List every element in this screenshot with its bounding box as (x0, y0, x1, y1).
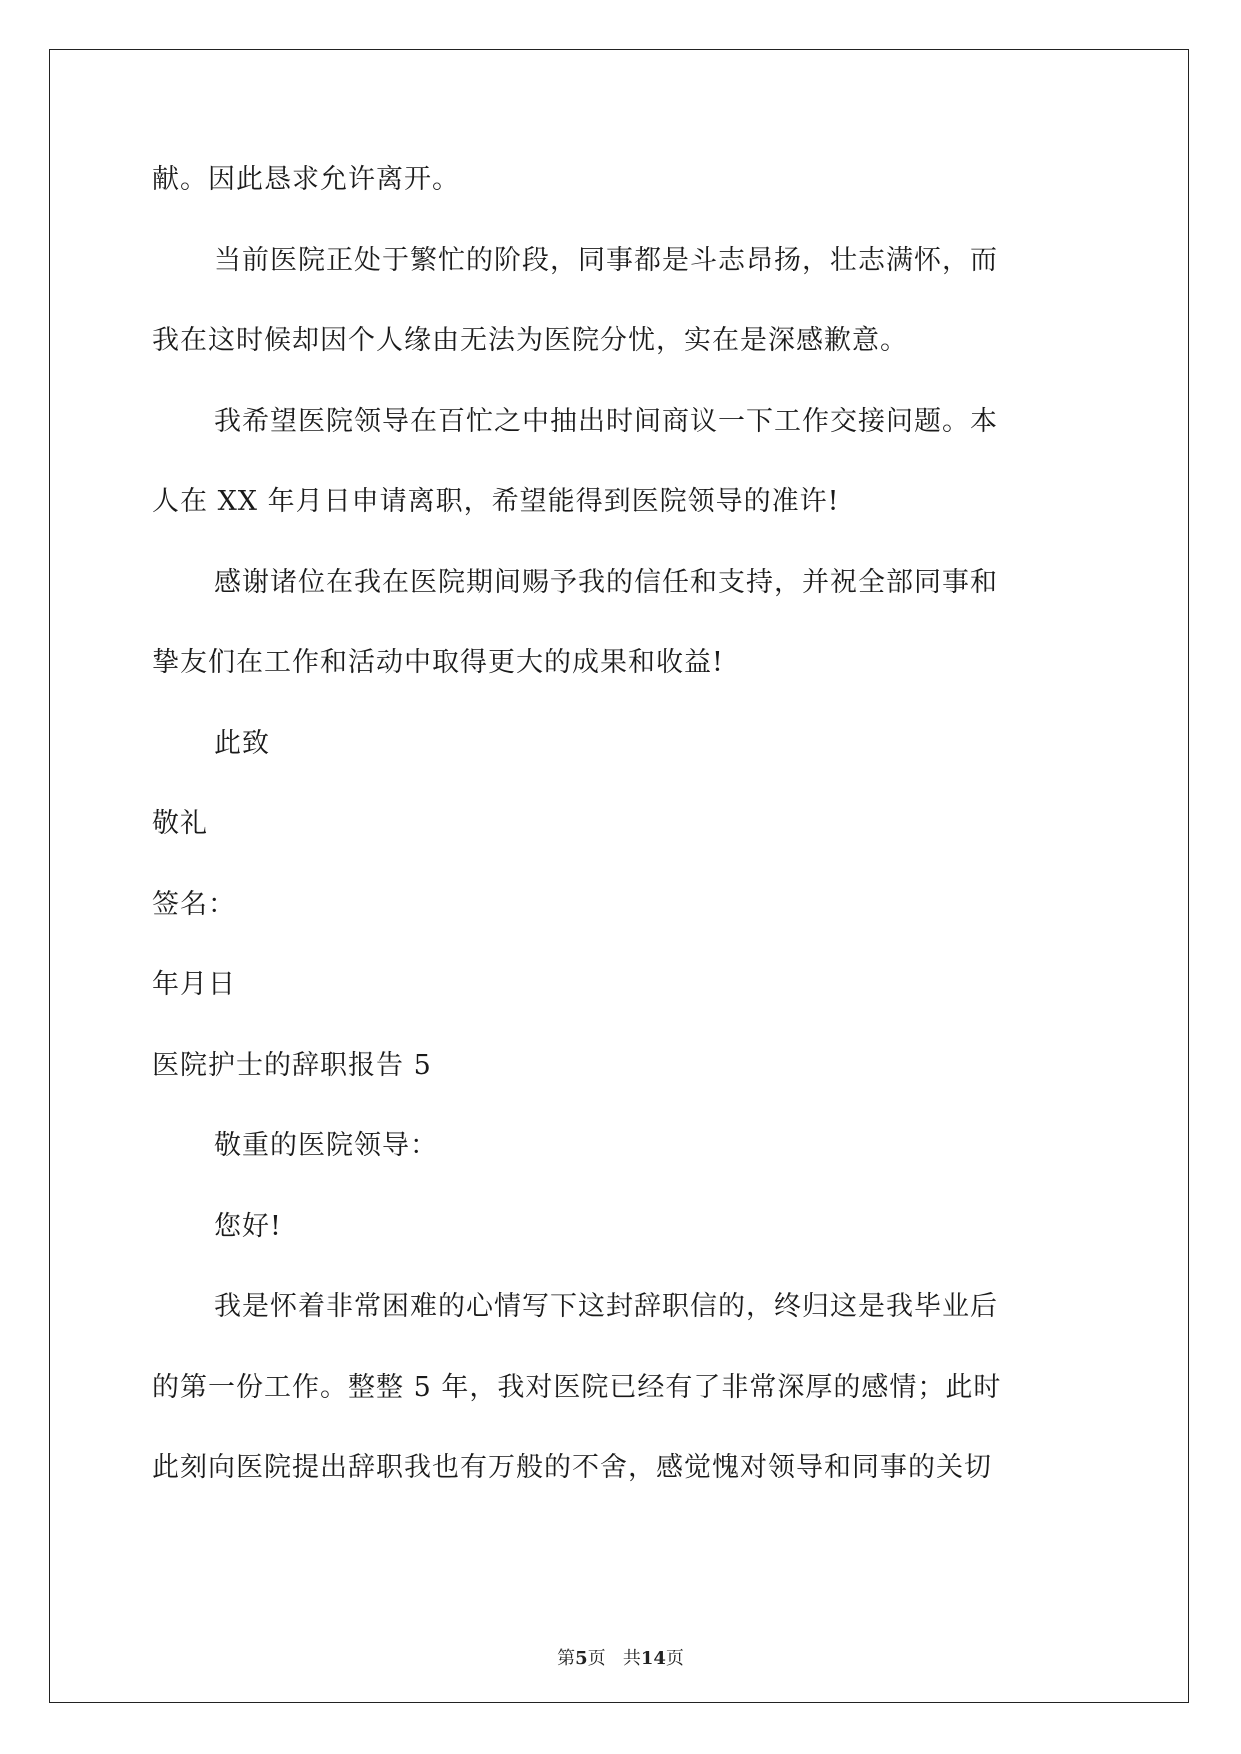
section-title: 医院护士的辞职报告 5 (152, 1049, 432, 1081)
greeting-hello: 您好! (214, 1210, 282, 1242)
text-line-7: 挚友们在工作和活动中取得更大的成果和收益! (152, 647, 724, 678)
greeting-addressee: 敬重的医院领导： (214, 1130, 438, 1161)
signature-label: 签名： (152, 888, 236, 920)
text-line-3: 我在这时候却因个人缘由无法为医院分忧，实在是深感歉意。 (152, 325, 908, 356)
total-prefix: 共 (622, 1648, 641, 1669)
page-footer (0, 1644, 1241, 1670)
text-line-17: 此刻向医院提出辞职我也有万般的不舍，感觉愧对领导和同事的关切 (152, 1452, 992, 1483)
text-line-15: 我是怀着非常困难的心情写下这封辞职信的，终归这是我毕业后 (214, 1291, 998, 1322)
closing-regards: 敬礼 (152, 808, 208, 839)
page-prefix: 第 (557, 1648, 576, 1669)
text-line-16: 的第一份工作。整整 5 年，我对医院已经有了非常深厚的感情；此时 (152, 1371, 1002, 1403)
date-label: 年月日 (152, 969, 236, 1000)
total-suffix: 页 (665, 1648, 684, 1669)
closing-salutation: 此致 (214, 727, 270, 759)
page-number: 5 (575, 1648, 588, 1669)
text-line-6: 感谢诸位在我在医院期间赐予我的信任和支持，并祝全部同事和 (214, 566, 998, 598)
text-line-4: 我希望医院领导在百忙之中抽出时间商议一下工作交接问题。本 (214, 405, 998, 437)
text-line-1: 献。因此恳求允许离开。 (152, 164, 460, 195)
page-suffix: 页 (587, 1648, 606, 1669)
total-pages: 14 (640, 1648, 666, 1669)
document-body (152, 160, 1087, 1529)
text-line-2: 当前医院正处于繁忙的阶段，同事都是斗志昂扬，壮志满怀，而 (214, 244, 998, 276)
text-line-5: 人在 XX 年月日申请离职，希望能得到医院领导的准许! (152, 486, 840, 517)
